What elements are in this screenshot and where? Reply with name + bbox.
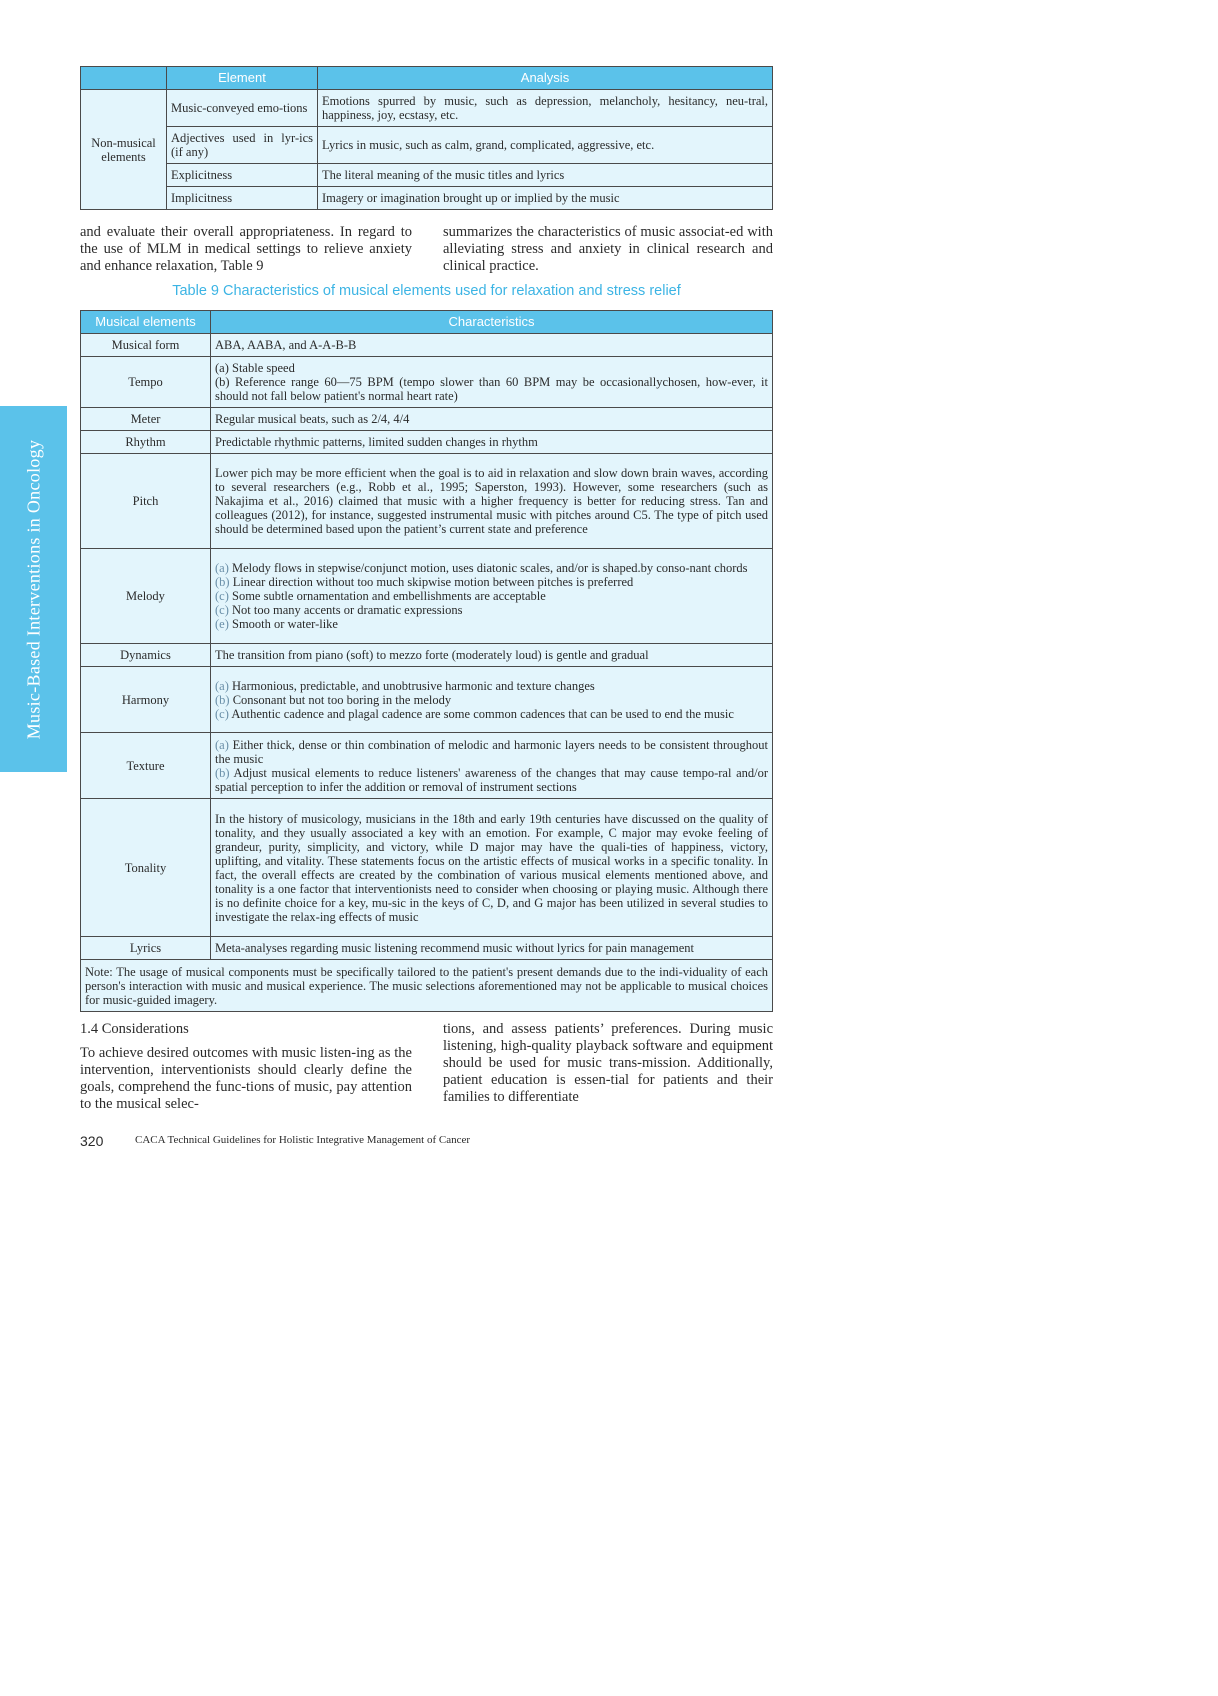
melody-item bbox=[215, 561, 768, 575]
row-label-texture: Texture bbox=[81, 733, 211, 799]
table8-element-cell: Music-conveyed emo-tions bbox=[167, 90, 318, 127]
row-label-tempo: Tempo bbox=[81, 357, 211, 408]
item-text: Either thick, dense or thin combination of melodic and harmonic layers needs to be consistent throughout the music bbox=[215, 737, 769, 766]
texture-item bbox=[215, 738, 768, 766]
body-paragraph-left: and evaluate their overall appropriateness. In regard to the use of MLM in medical settings to relieve anxiety and enhance relaxation, Table 9 bbox=[80, 224, 412, 274]
item-marker: (b) bbox=[215, 765, 230, 780]
running-footer: CACA Technical Guidelines for Holistic Integrative Management of Cancer bbox=[135, 1134, 471, 1146]
melody-item bbox=[215, 575, 768, 589]
row-text-dynamics: The transition from piano (soft) to mezzo forte (moderately loud) is gentle and gradual bbox=[211, 644, 773, 667]
item-marker: (a) bbox=[215, 737, 229, 752]
row-text-tonality: In the history of musicology, musicians in the 18th and early 19th centuries have discussed on the quality of tonality, and they usually associated a key with an emotion. For example, C major may evoke feeling of grandeur, purity, simplicity, and victory, while D major may have the quali-ties of happiness, victory, uplifting, and vitality. These statements focus on the artistic effects of musical works in a specific tonality. In fact, the overall effects are created by the combination of various musical elements mentioned above, and tonality is a one factor that interventionists need to consider when choosing or playing music. Although there is no definite choice for a key, mu-sic in the keys of C, D, and G major has been utilized in several studies to investigate the relax-ing effects of music bbox=[211, 799, 773, 937]
table8-header-blank bbox=[81, 67, 167, 90]
table-9 bbox=[80, 310, 773, 1012]
item-marker: (c) bbox=[215, 706, 229, 721]
section-paragraph-right: tions, and assess patients’ preferences. During music listening, high-quality playback software and equipment should be used for music trans-mission. Additionally, patient education is essen-tial for patients and their families to differentiate bbox=[443, 1021, 773, 1105]
row-text-meter: Regular musical beats, such as 2/4, 4/4 bbox=[211, 408, 773, 431]
row-label-harmony: Harmony bbox=[81, 667, 211, 733]
body-paragraph-right: summarizes the characteristics of music associat-ed with alleviating stress and anxiety in clinical research and clinical practice. bbox=[443, 224, 773, 274]
row-label-lyrics: Lyrics bbox=[81, 937, 211, 960]
row-text-harmony bbox=[211, 667, 773, 733]
section-paragraph-left: To achieve desired outcomes with music listen-ing as the intervention, interventionists should clearly define the goals, comprehend the func-tions of music, pay attention to the musical selec- bbox=[80, 1045, 412, 1112]
texture-item bbox=[215, 766, 768, 794]
item-text: Authentic cadence and plagal cadence are some common cadences that can be used to end the music bbox=[231, 706, 734, 721]
row-label-melody: Melody bbox=[81, 549, 211, 644]
item-marker: (a) bbox=[215, 678, 229, 693]
row-label-tonality: Tonality bbox=[81, 799, 211, 937]
harmony-item bbox=[215, 679, 768, 693]
table9-header-elements: Musical elements bbox=[81, 311, 211, 334]
table8-header-element: Element bbox=[167, 67, 318, 90]
tempo-item: (a) Stable speed bbox=[215, 361, 295, 375]
table8-group-label: Non-musical elements bbox=[81, 90, 167, 210]
table-8 bbox=[80, 66, 773, 210]
row-label-dynamics: Dynamics bbox=[81, 644, 211, 667]
tempo-item: (b) Reference range 60—75 BPM (tempo slower than 60 BPM may be occasionallychosen, how-ever, it should not fall below patient's normal heart rate) bbox=[215, 375, 768, 403]
table9-caption: Table 9 Characteristics of musical elements used for relaxation and stress relief bbox=[172, 283, 681, 299]
item-text: Smooth or water-like bbox=[232, 617, 338, 631]
row-label-meter: Meter bbox=[81, 408, 211, 431]
side-tab-label: Music-Based Interventions in Oncology bbox=[23, 439, 43, 739]
row-text-lyrics: Meta-analyses regarding music listening recommend music without lyrics for pain management bbox=[211, 937, 773, 960]
item-text: Not too many accents or dramatic expressions bbox=[232, 603, 463, 617]
item-marker: (e) bbox=[215, 617, 229, 631]
row-label-pitch: Pitch bbox=[81, 454, 211, 549]
table8-analysis-cell: Imagery or imagination brought up or implied by the music bbox=[318, 187, 773, 210]
row-text-texture bbox=[211, 733, 773, 799]
table8-header-analysis: Analysis bbox=[318, 67, 773, 90]
row-text-tempo bbox=[211, 357, 773, 408]
side-section-tab bbox=[0, 406, 67, 772]
item-marker: (c) bbox=[215, 603, 229, 617]
melody-item bbox=[215, 617, 768, 631]
item-text: Linear direction without too much skipwise motion between pitches is preferred bbox=[232, 575, 634, 589]
item-text: Consonant but not too boring in the melody bbox=[232, 692, 452, 707]
harmony-item bbox=[215, 707, 768, 721]
table8-element-cell: Implicitness bbox=[167, 187, 318, 210]
table8-analysis-cell: Emotions spurred by music, such as depression, melancholy, hesitancy, neu-tral, happiness, joy, ecstasy, etc. bbox=[318, 90, 773, 127]
item-text: Harmonious, predictable, and unobtrusive harmonic and texture changes bbox=[232, 678, 595, 693]
row-label-rhythm: Rhythm bbox=[81, 431, 211, 454]
page-number: 320 bbox=[80, 1133, 104, 1149]
row-label-musical-form: Musical form bbox=[81, 334, 211, 357]
item-text: Adjust musical elements to reduce listeners' awareness of the changes that may cause tempo-ral and/or spatial perception to infer the addition or removal of instrument sections bbox=[215, 765, 769, 794]
item-marker: (b) bbox=[215, 575, 230, 589]
table8-analysis-cell: The literal meaning of the music titles and lyrics bbox=[318, 164, 773, 187]
table9-note: Note: The usage of musical components must be specifically tailored to the patient's present demands due to the indi-viduality of each person's interaction with music and musical experience. The music selections aforementioned may not be applicable to musical choices for music-guided imagery. bbox=[81, 960, 773, 1012]
table8-analysis-cell: Lyrics in music, such as calm, grand, complicated, aggressive, etc. bbox=[318, 127, 773, 164]
melody-item bbox=[215, 603, 768, 617]
row-text-pitch: Lower pich may be more efficient when the goal is to aid in relaxation and slow down brain waves, according to several researchers (e.g., Robb et al., 1995; Saperston, 1993). However, some researchers (such as Nakajima et al., 2016) claimed that music with a higher frequency is better for reducing stress. Tan and colleagues (2012), for instance, suggested instrumental music with pitches around C5. The type of pitch used should be determined based upon the patient’s current state and preference bbox=[211, 454, 773, 549]
row-text-melody bbox=[211, 549, 773, 644]
row-text-rhythm: Predictable rhythmic patterns, limited sudden changes in rhythm bbox=[211, 431, 773, 454]
item-text: Some subtle ornamentation and embellishments are acceptable bbox=[232, 589, 546, 603]
melody-item bbox=[215, 589, 768, 603]
item-marker: (a) bbox=[215, 561, 229, 575]
table8-element-cell: Explicitness bbox=[167, 164, 318, 187]
section-heading: 1.4 Considerations bbox=[80, 1021, 189, 1037]
table8-element-cell: Adjectives used in lyr-ics (if any) bbox=[167, 127, 318, 164]
row-text-musical-form: ABA, AABA, and A-A-B-B bbox=[211, 334, 773, 357]
table9-header-characteristics: Characteristics bbox=[211, 311, 773, 334]
item-marker: (b) bbox=[215, 692, 230, 707]
item-marker: (c) bbox=[215, 589, 229, 603]
harmony-item bbox=[215, 693, 768, 707]
item-text: Melody flows in stepwise/conjunct motion, uses diatonic scales, and/or is shaped.by conso-nant chords bbox=[232, 561, 748, 575]
